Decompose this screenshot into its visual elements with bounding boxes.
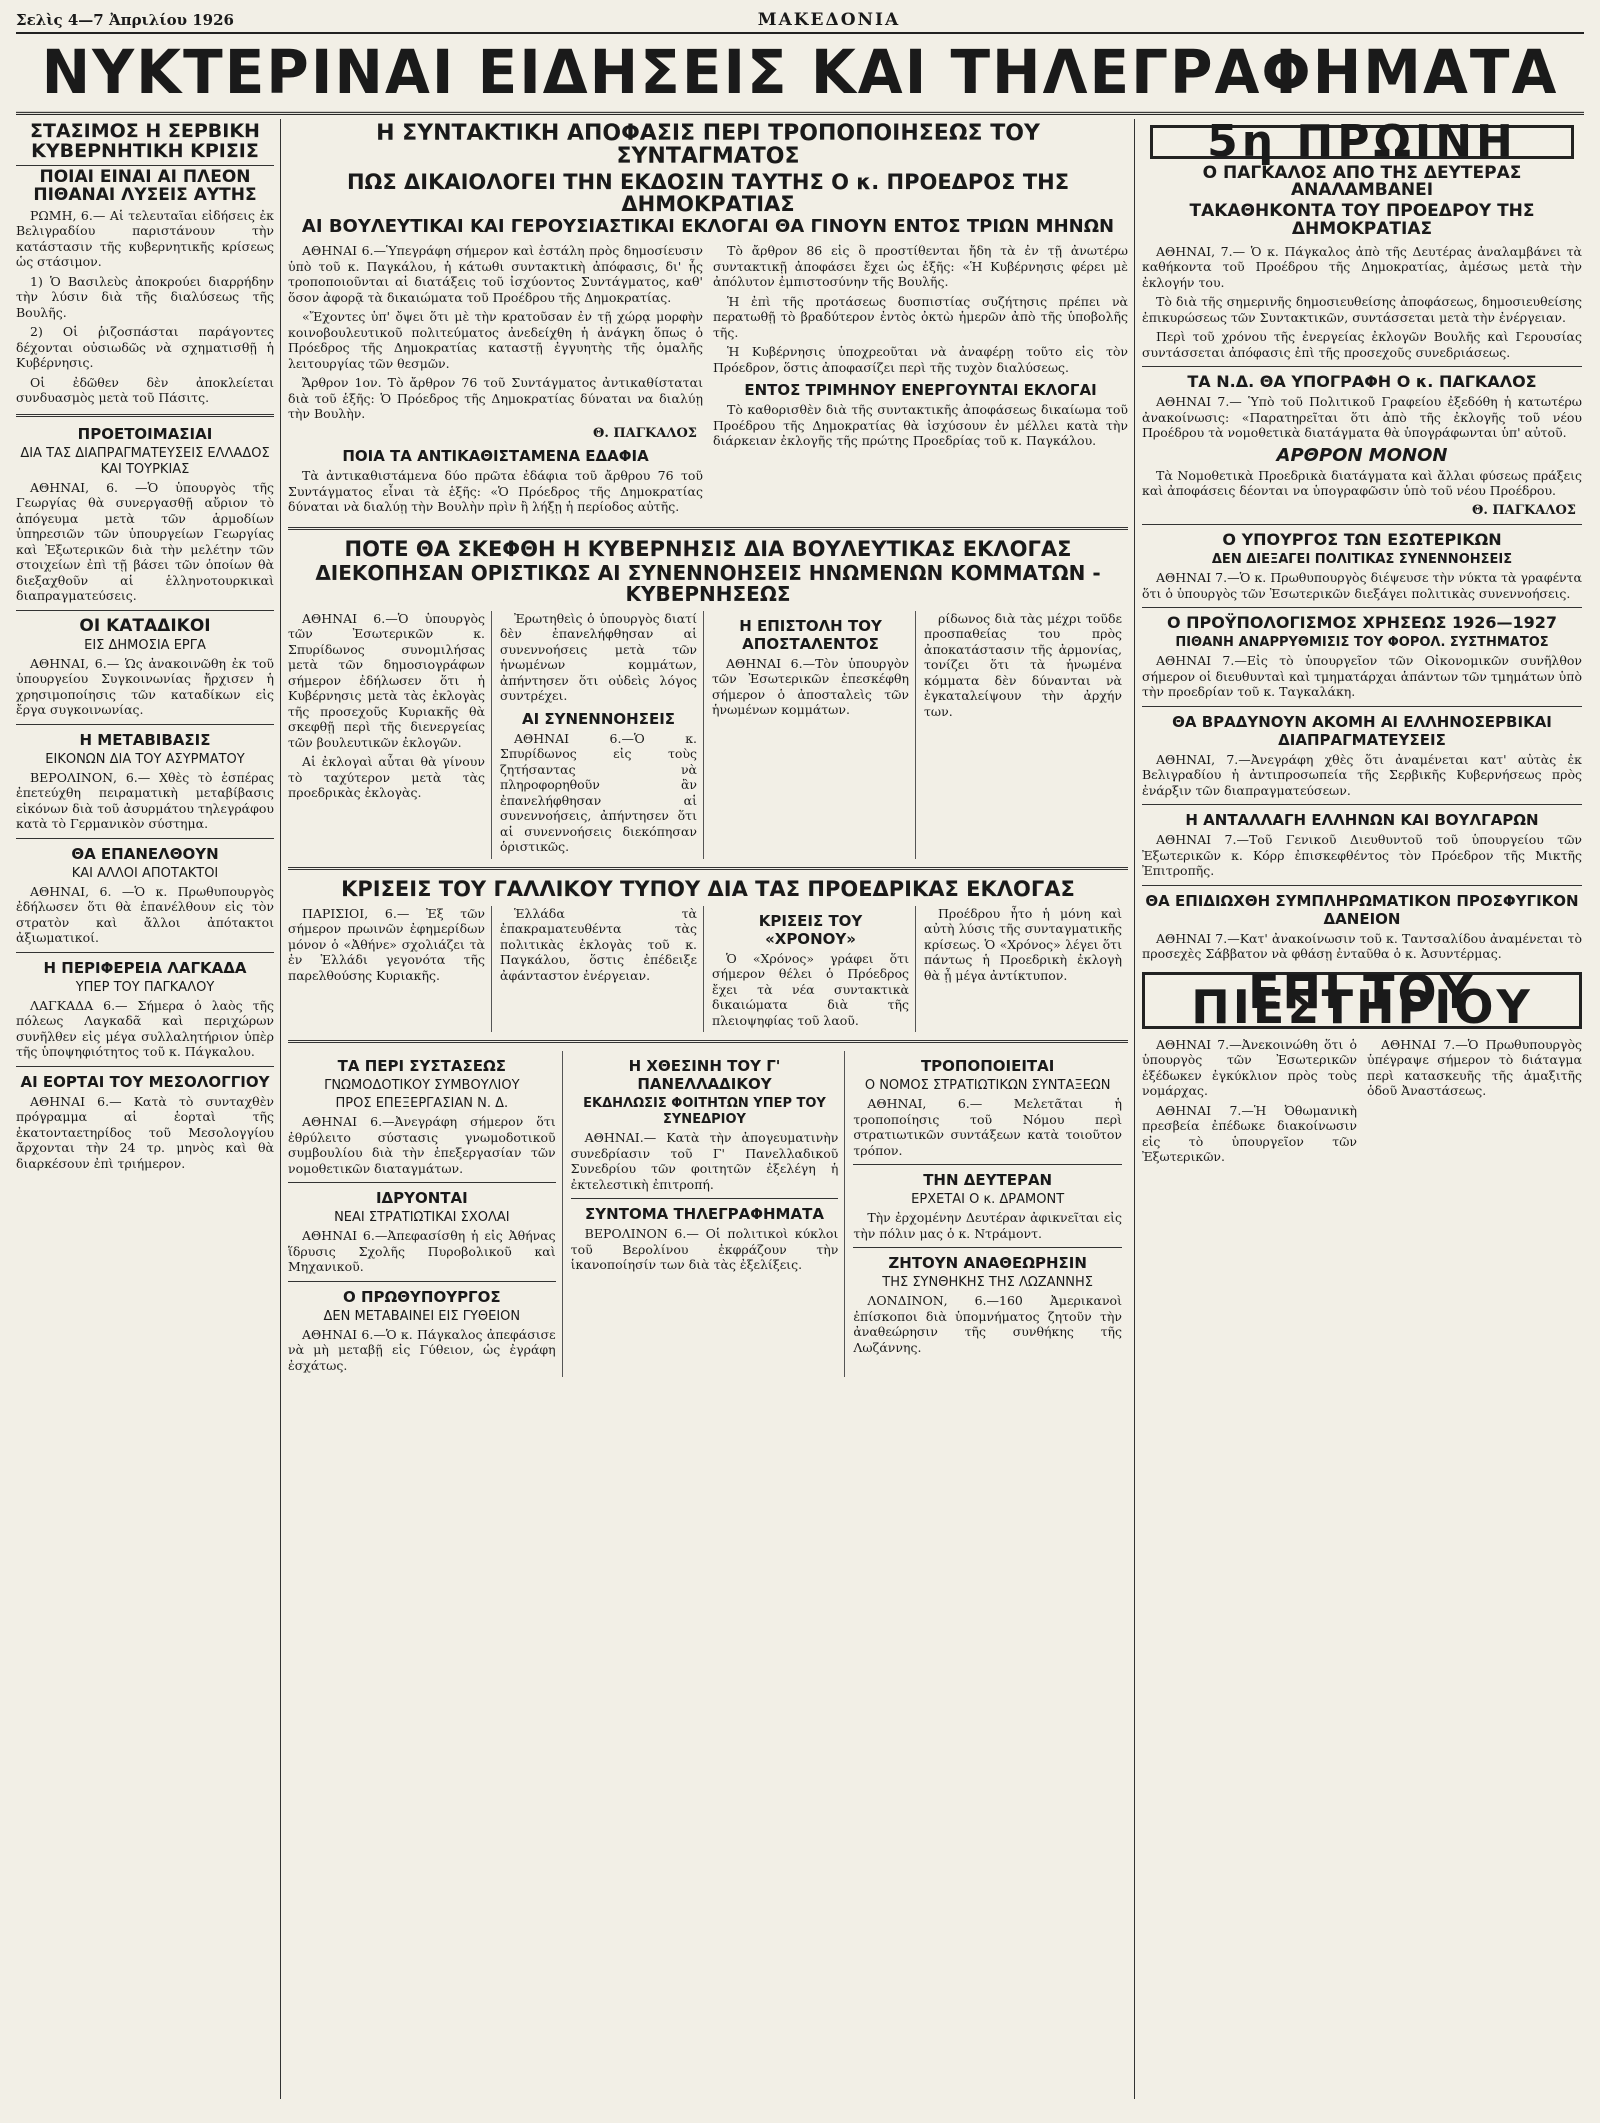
tropo-subheadline: Ο ΝΟΜΟΣ ΣΤΡΑΤΙΩΤΙΚΩΝ ΣΥΝΤΑΞΕΩΝ: [864, 1078, 1111, 1094]
gnom-paragraph: ΑΘΗΝΑΙ 6.—Ἀνεγράφη σήμερον ὅτι ἐθρύλειτο σύστασις γνωμοδοτικοῦ συμβουλίου διὰ τὴν ἐπεξεργασίαν τῶν νομοθετικῶν διαταγμάτων.: [288, 1114, 556, 1176]
panel-subheadline: ΕΚΔΗΛΩΣΙΣ ΦΟΙΤΗΤΩΝ ΥΠΕΡ ΤΟΥ ΣΥΝΕΔΡΙΟΥ: [583, 1096, 826, 1128]
serbia-paragraph: 1) Ὁ Βασιλεὺς ἀποκρούει διαρρήδην τὴν λύσιν διὰ τῆς διαλύσεως τῆς Βουλῆς.: [16, 273, 274, 320]
tropo-paragraph: ΑΘΗΝΑΙ, 6.— Μελετᾶται ἡ τροποποίησις τοῦ Νόμου περὶ στρατιωτικῶν συντάξεων κατὰ τοιοῦτον τρόπον.: [853, 1096, 1122, 1158]
edafia-paragraph: Τὰ ἀντικαθιστάμενα δύο πρῶτα ἐδάφια τοῦ ἄρθρου 76 τοῦ Συντάγματος εἶναι τὰ ἑξῆς: «Ὁ Πρόεδρος τῆς Δημοκρατίας δύναται νὰ διαλύῃ τὴν Βουλὴν πρὶν ἢ λήξῃ ἡ περίοδος αὐτῆς.: [288, 468, 703, 515]
lozanni-subheadline: ΤΗΣ ΣΥΝΘΗΚΗΣ ΤΗΣ ΛΩΖΑΝΝΗΣ: [882, 1275, 1094, 1291]
const-headline: Η ΣΥΝΤΑΚΤΙΚΗ ΑΠΟΦΑΣΙΣ ΠΕΡΙ ΤΡΟΠΟΠΟΙΗΣΕΩΣ ΤΟΥ ΣΥΝΤΑΓΜΑΤΟΣ: [376, 121, 1040, 170]
const-signature: Θ. ΠΑΓΚΑΛΟΣ: [593, 425, 697, 441]
divider: [288, 527, 1128, 530]
pote-col: [288, 611, 492, 859]
serbia-headline: ΣΤΑΣΙΜΟΣ Η ΣΕΡΒΙΚΗ ΚΥΒΕΡΝΗΤΙΚΗ ΚΡΙΣΙΣ: [16, 122, 274, 166]
krisis-paragraph: Προέδρου ἦτο ἡ μόνη καὶ αὐτὴ λύσις τῆς συνταγματικῆς κρίσεως. Ὁ «Χρόνος» λέγει ὅτι πάντως ἡ Προεδρικὴ ἐκλογὴ θὰ ᾖ μέγα ἀντίκτυπον.: [924, 905, 1122, 983]
idryontai-subheadline: ΝΕΑΙ ΣΤΡΑΤΙΩΤΙΚΑΙ ΣΧΟΛΑΙ: [334, 1210, 510, 1226]
divider: [853, 1247, 1122, 1248]
proyp-headline: Ο ΠΡΟΫΠΟΛΟΓΙΣΜΟΣ ΧΡΗΣΕΩΣ 1926—1927: [1166, 613, 1558, 633]
krisis-col: [924, 906, 1128, 1033]
pagk-paragraph: Τὸ διὰ τῆς σημερινῆς δημοσιευθείσης ἀποφάσεως, δημοσιευθείσης ἐπικυρώσεως τῶν Συντακτικῶν, συντάσσεται μετὰ τὴν ἐνέργειαν.: [1142, 294, 1582, 325]
nd-paragraph: ΑΘΗΝΑΙ 7.— Ὑπὸ τοῦ Πολιτικοῦ Γραφείου ἐξεδόθη ἡ κατωτέρω ἀνακοίνωσις: «Παρατηρεῖται ὅτι ἀπὸ τῆς ἐκλογῆς τοῦ νέου Προέδρου τὰ νομοθετικὰ διατάγματα θὰ ὑπογράφωνται ὑπ' αὐτοῦ.: [1142, 394, 1582, 441]
divider: [288, 1040, 1128, 1043]
lagkada-subheadline: ΥΠΕΡ ΤΟΥ ΠΑΓΚΑΛΟΥ: [75, 979, 215, 995]
ekloges-headline: ΕΝΤΟΣ ΤΡΙΜΗΝΟΥ ΕΝΕΡΓΟΥΝΤΑΙ ΕΚΛΟΓΑΙ: [744, 381, 1097, 400]
center-column: [288, 119, 1128, 2099]
yp-subheadline: ΔΕΝ ΔΙΕΞΑΓΕΙ ΠΟΛΙΤΙΚΑΣ ΣΥΝΕΝΝΟΗΣΕΙΣ: [1211, 552, 1513, 568]
eortai-headline: ΑΙ ΕΟΡΤΑΙ ΤΟΥ ΜΕΣΟΛΟΓΓΙΟΥ: [20, 1072, 270, 1091]
katadikoi-subheadline: ΕΙΣ ΔΗΜΟΣΙΑ ΕΡΓΑ: [84, 637, 206, 653]
const-col-b: [713, 243, 1128, 519]
krisis-paragraph: Ἑλλάδα τὰ ἐπακραματευθέντα τὰς πολιτικὰς ἐκλογὰς τοῦ κ. Παγκάλου, ὅστις ἐπέδειξε ἀφάνταστον ἐνέργειαν.: [500, 905, 697, 983]
lower-center-col-b: [571, 1051, 846, 1377]
krisis-headline: ΚΡΙΣΕΙΣ ΤΟΥ ΓΑΛΛΙΚΟΥ ΤΥΠΟΥ ΔΙΑ ΤΑΣ ΠΡΟΕΔΡΙΚΑΣ ΕΚΛΟΓΑΣ: [341, 876, 1075, 901]
press-body: [1142, 1037, 1582, 1169]
krisis-body: [288, 906, 1128, 1033]
krisis-col: [712, 906, 916, 1033]
column-rule: [280, 119, 281, 2099]
pagk-paragraph: Περὶ τοῦ χρόνου τῆς ἐνεργείας ἐκλογῶν Βουλῆς καὶ Γερουσίας συντάσσεται ἀπόφασις ἐπὶ τῆς προσεχοῦς συνεδριάσεως.: [1142, 329, 1582, 360]
vrad-headline: ΘΑ ΒΡΑΔΥΝΟΥΝ ΑΚΟΜΗ ΑΙ ΕΛΛΗΝΟΣΕΡΒΙΚΑΙ ΔΙΑΠΡΑΓΜΑΤΕΥΣΕΙΣ: [1172, 712, 1552, 749]
serbia-subheadline: ΠΟΙΑΙ ΕΙΝΑΙ ΑΙ ΠΛΕΟΝ ΠΙΘΑΝΑΙ ΛΥΣΕΙΣ ΑΥΤΗΣ: [33, 166, 257, 205]
synen-paragraph: ΑΘΗΝΑΙ 6.—Ὁ κ. Σπυρίδωνος εἰς τοὺς ζητήσαντας νὰ πληροφορηθοῦν ἂν ἐπανελήφθησαν αἱ συνεννοήσεις, ἀπήντησεν ὅτι αἱ συνεννοήσεις διεκόπησαν ὁριστικῶς.: [500, 730, 697, 855]
daneion-paragraph: ΑΘΗΝΑΙ 7.—Κατ' ἀνακοίνωσιν τοῦ κ. Ταντσαλίδου ἀναμένεται τὸ προσεχὲς Σάββατον νὰ φθάσῃ ἐνταῦθα ὁ κ. Ἀσυντέρμας.: [1142, 930, 1582, 962]
divider: [1142, 524, 1582, 525]
const-paragraph: Ἄρθρον 1ον. Τὸ ἄρθρον 76 τοῦ Συντάγματος ἀντικαθίσταται διὰ τοῦ ἑξῆς: Ὁ Πρόεδρος τῆς Δημοκρατίας δύναται να διαλύῃ τὴν Βουλὴν.: [288, 375, 703, 422]
right-column: [1142, 119, 1582, 2099]
const-paragraph: «Ἔχοντες ὑπ' ὄψει ὅτι μὲ τὴν κρατοῦσαν ἐν τῇ χώρᾳ μορφὴν κοινοβουλευτικοῦ πολιτεύματος ἀνεδείχθη ἡ ἀνάγκη ὅπως ὁ Πρόεδρος τῆς Δημοκρατίας καταστῇ ἐγγυητὴς τῆς ὁμαλῆς λειτουργίας τῶν θεσμῶν.: [288, 309, 703, 371]
pote-headline: ΠΟΤΕ ΘΑ ΣΚΕΦΘΗ Η ΚΥΒΕΡΝΗΣΙΣ ΔΙΑ ΒΟΥΛΕΥΤΙΚΑΣ ΕΚΛΟΓΑΣ: [344, 536, 1072, 561]
divider: [16, 1066, 274, 1067]
antall-headline: Η ΑΝΤΑΛΛΑΓΗ ΕΛΛΗΝΩΝ ΚΑΙ ΒΟΥΛΓΑΡΩΝ: [1185, 811, 1539, 830]
divider: [1142, 366, 1582, 367]
dram-subheadline: ΕΡΧΕΤΑΙ Ο κ. ΔΡΑΜΟΝΤ: [911, 1192, 1065, 1208]
const-subheadline: ΠΩΣ ΔΙΚΑΙΟΛΟΓΕΙ ΤΗΝ ΕΚΔΟΣΙΝ ΤΑΥΤΗΣ Ο κ. ΠΡΟΕΔΡΟΣ ΤΗΣ ΔΗΜΟΚΡΑΤΙΑΣ: [346, 170, 1070, 217]
serbia-paragraph: 2) Οἱ ῥιζοσπάσται παράγοντες δέχονται οὐσιωδῶς νὰ σχηματισθῇ ἡ Κυβέρνησις.: [16, 324, 274, 371]
prothyp-paragraph: ΑΘΗΝΑΙ 6.—Ὁ κ. Πάγκαλος ἀπεφάσισε νὰ μὴ μεταβῇ εἰς Γύθειον, ὡς ἐγράφη ἐσχάτως.: [288, 1326, 556, 1373]
divider: [571, 1198, 839, 1199]
antall-paragraph: ΑΘΗΝΑΙ 7.—Τοῦ Γενικοῦ Διευθυντοῦ τοῦ ὑπουργείου τῶν Ἐξωτερικῶν κ. Κόρρ ἐπισκεφθέντος τὸν Πρόεδρον τῆς Μικτῆς Ἐπιτροπῆς.: [1142, 832, 1582, 879]
yp-headline: Ο ΥΠΟΥΡΓΟΣ ΤΩΝ ΕΣΩΤΕΡΙΚΩΝ: [1222, 530, 1502, 550]
lagkada-paragraph: ΛΑΓΚΑΔΑ 6.— Σήμερα ὁ λαὸς τῆς πόλεως Λαγκαδᾶ καὶ περιχώρων συνῆλθεν εἰς μέγα συλλαλητήριον ὑπὲρ τῆς ὑποψηφιότητος τοῦ κ. Πάγκαλου.: [16, 997, 274, 1060]
yp-paragraph: ΑΘΗΝΑΙ 7.—Ὁ κ. Πρωθυπουργὸς διέψευσε τὴν νύκτα τὰ γραφέντα ὅτι ὁ ὑπουργὸς τῶν Ἐσωτερικῶν διεξάγει πολιτικὰς συνεννοήσεις.: [1142, 570, 1582, 601]
epistoli-headline: Η ΕΠΙΣΤΟΛΗ ΤΟΥ ΑΠΟΣΤΑΛΕΝΤΟΣ: [739, 616, 882, 653]
lower-center: [288, 1051, 1128, 1377]
divider: [1142, 706, 1582, 707]
paper-name: ΜΑΚΕΔΟΝΙΑ: [757, 10, 901, 30]
pote-col: [924, 611, 1128, 859]
newspaper-page: [16, 10, 1584, 2103]
press-box: ΕΠΙ ΤΟΥ ΠΙΕΣΤΗΡΙΟΥ: [1142, 972, 1582, 1029]
pote-paragraph: Ἐρωτηθεὶς ὁ ὑπουργὸς διατί δὲν ἐπανελήφθησαν αἱ συνεννοήσεις μετὰ τῶν ἡνωμένων κομμάτων, ἀπήντησεν ὅτι οὐδεὶς λόγος συντρέχει.: [500, 610, 697, 704]
divider: [853, 1164, 1122, 1165]
pagk-paragraph: ΑΘΗΝΑΙ, 7.— Ὁ κ. Πάγκαλος ἀπὸ τῆς Δευτέρας ἀναλαμβάνει τὰ καθήκοντα τοῦ Προέδρου τῆς Δημοκρατίας, ἀμέσως μετὰ τὴν ἐκλογήν του.: [1142, 243, 1582, 290]
arthron-paragraph: Τὰ Νομοθετικὰ Προεδρικὰ διατάγματα καὶ ἄλλαι φύσεως πράξεις καὶ ἀποφάσεις δέονται να ὑπογραφῶσιν ὑπὸ τοῦ νέου Προέδρου.: [1142, 467, 1582, 499]
daneion-headline: ΘΑ ΕΠΙΔΙΩΧΘΗ ΣΥΜΠΛΗΡΩΜΑΤΙΚΟΝ ΠΡΟΣΦΥΓΙΚΟΝ ΔΑΝΕΙΟΝ: [1145, 891, 1579, 928]
prep-subheadline: ΔΙΑ ΤΑΣ ΔΙΑΠΡΑΓΜΑΤΕΥΣΕΙΣ ΕΛΛΑΔΟΣ ΚΑΙ ΤΟΥΡΚΙΑΣ: [20, 445, 270, 477]
epan-headline: ΘΑ ΕΠΑΝΕΛΘΟΥΝ: [71, 844, 219, 863]
proyp-paragraph: ΑΘΗΝΑΙ 7.—Εἰς τὸ ὑπουργεῖον τῶν Οἰκονομικῶν συνῆλθον σήμερον οἱ διευθυνταὶ καὶ τμηματάρχαι ἁπάντων τῶν τμημάτων ὑπὸ τὴν προεδρίαν τοῦ κ. Ταγκαλάκη.: [1142, 653, 1582, 700]
divider: [16, 610, 274, 611]
dram-paragraph: Τὴν ἐρχομένην Δευτέραν ἀφικνεῖται εἰς τὴν πόλιν μας ὁ κ. Ντράμοντ.: [853, 1210, 1122, 1241]
columns: [16, 119, 1584, 2099]
prothyp-headline: Ο ΠΡΩΘΥΠΟΥΡΓΟΣ: [343, 1287, 501, 1306]
const-paragraph: ΑΘΗΝΑΙ 6.—Ὑπεγράφη σήμερον καὶ ἐστάλη πρὸς δημοσίευσιν ὑπὸ τοῦ κ. Παγκάλου, ἡ κάτωθι συντακτικὴ ἀπόφασις, δι' ἧς τροποποιοῦνται αἱ διατάξεις τοῦ ἰσχύοντος Συντάγματος, καθ' ὅσον ἀφορᾷ τὰ δικαιώματα τοῦ Προέδρου τῆς Δημοκρατίας.: [288, 243, 703, 305]
lozanni-paragraph: ΛΟΝΔΙΝΟΝ, 6.—160 Ἀμερικανοὶ ἐπίσκοποι διὰ ὑπομνήματος ζητοῦν τὴν ἀναθεώρησιν τῆς συνθήκης τῆς Λωζάννης.: [853, 1293, 1122, 1355]
divider: [1142, 804, 1582, 805]
banner-headline: ΝΥΚΤΕΡΙΝΑΙ ΕΙΔΗΣΕΙΣ ΚΑΙ ΤΗΛΕΓΡΑΦΗΜΑΤΑ: [16, 32, 1584, 115]
press-col: [1142, 1037, 1357, 1169]
xronos-paragraph: Ὁ «Χρόνος» γράφει ὅτι σήμερον θέλει ὁ Πρόεδρος ἔχει τὰ νέα συντακτικὰ δικαιώματα διὰ τῆς πλειοψηφίας τοῦ λαοῦ.: [712, 950, 909, 1028]
metav-headline: Η ΜΕΤΑΒΙΒΑΣΙΣ: [79, 730, 211, 749]
const-body: [288, 243, 1128, 519]
lower-center-col-a: [288, 1051, 563, 1377]
prep-paragraph: ΑΘΗΝΑΙ, 6. —Ὁ ὑπουργὸς τῆς Γεωργίας θὰ συνεργασθῇ αὔριον τὸ ἀπόγευμα μετὰ τῶν ἁρμοδίων ὑπηρεσιῶν τῶν ὑπουργείων Γεωργίας καὶ Ἐξωτερικῶν διὰ τὴν μελέτην τῶν στοιχείων ἐπὶ τῇ βάσει τῶν ὁποίων θὰ διεξαχθοῦν αἱ ἑλληνοτουρκικαὶ διαπραγματεύσεις.: [16, 479, 274, 604]
pagk-subheadline: ΤΑΚΑΘΗΚΟΝΤΑ ΤΟΥ ΠΡΟΕΔΡΟΥ ΤΗΣ ΔΗΜΟΚΡΑΤΙΑΣ: [1189, 201, 1535, 240]
epistoli-paragraph: ΑΘΗΝΑΙ 6.—Τὸν ὑπουργὸν τῶν Ἐσωτερικῶν ἐπεσκέφθη σήμερον ὁ ἀποσταλεὶς τῶν ἡνωμένων κομμάτων.: [712, 655, 909, 718]
katadikoi-headline: ΟΙ ΚΑΤΑΔΙΚΟΙ: [79, 615, 211, 636]
panel-headline: Η ΧΘΕΣΙΝΗ ΤΟΥ Γ' ΠΑΝΕΛΛΑΔΙΚΟΥ: [628, 1057, 781, 1094]
gnom-headline: ΤΑ ΠΕΡΙ ΣΥΣΤΑΣΕΩΣ: [337, 1057, 506, 1076]
prep-headline: ΠΡΟΕΤΟΙΜΑΣΙΑΙ: [77, 424, 213, 443]
divider: [16, 414, 274, 417]
const-subheadline-2: ΑΙ ΒΟΥΛΕΥΤΙΚΑΙ ΚΑΙ ΓΕΡΟΥΣΙΑΣΤΙΚΑΙ ΕΚΛΟΓΑΙ ΘΑ ΓΙΝΟΥΝ ΕΝΤΟΣ ΤΡΙΩΝ ΜΗΝΩΝ: [301, 216, 1115, 238]
lagkada-headline: Η ΠΕΡΙΦΕΡΕΙΑ ΛΑΓΚΑΔΑ: [43, 958, 247, 977]
const-col-a: [288, 243, 703, 519]
pote-col: [712, 611, 916, 859]
divider: [1142, 607, 1582, 608]
vrad-paragraph: ΑΘΗΝΑΙ, 7.—Ἀνεγράφη χθὲς ὅτι ἀναμένεται κατ' αὐτὰς ἐκ Βελιγραδίου ἡ ἀντιπροσωπεία τῆς Σερβικῆς Κυβερνήσεως πρὸς ἐνάρξιν τῶν διαπραγματεύσεων.: [1142, 751, 1582, 798]
divider: [16, 838, 274, 839]
masthead-line: [16, 10, 1584, 34]
pote-col: [500, 611, 704, 859]
proyp-subheadline: ΠΙΘΑΝΗ ΑΝΑΡΡΥΘΜΙΣΙΣ ΤΟΥ ΦΟΡΟΛ. ΣΥΣΤΗΜΑΤΟΣ: [1175, 635, 1549, 651]
tropo-headline: ΤΡΟΠΟΠΟΙΕΙΤΑΙ: [920, 1057, 1055, 1076]
epan-subheadline: ΚΑΙ ΑΛΛΟΙ ΑΠΟΤΑΚΤΟΙ: [71, 865, 219, 881]
dram-headline: ΤΗΝ ΔΕΥΤΕΡΑΝ: [923, 1171, 1053, 1190]
page-info: Σελὶς 4—7 Ἀπριλίου 1926: [16, 11, 234, 29]
krisis-col: [288, 906, 492, 1033]
ekloges-paragraph: Τὸ καθορισθὲν διὰ τῆς συντακτικῆς ἀποφάσεως δικαίωμα τοῦ Προέδρου τῆς Δημοκρατίας θὰ ἰσχύσουν ἐν μέλλει κατὰ τὴν διάρκειαν ἐκλογῆς τῆς πρώτης Προεδρίας τοῦ κ. Παγκάλου.: [713, 402, 1128, 449]
pote-subheadline: ΔΙΕΚΟΠΗΣΑΝ ΟΡΙΣΤΙΚΩΣ ΑΙ ΣΥΝΕΝΝΟΗΣΕΙΣ ΗΝΩΜΕΝΩΝ ΚΟΜΜΑΤΩΝ - ΚΥΒΕΡΝΗΣΕΩΣ: [315, 560, 1101, 606]
metav-subheadline: ΕΙΚΟΝΩΝ ΔΙΑ ΤΟΥ ΑΣΥΡΜΑΤΟΥ: [45, 751, 245, 767]
epan-paragraph: ΑΘΗΝΑΙ, 6. —Ὁ κ. Πρωθυπουργὸς ἐδήλωσεν ὅτι θὰ ἐπανέλθουν εἰς τὸν στρατὸν καὶ ἄλλοι ἀπότακτοι ἀξιωματικοί.: [16, 883, 274, 946]
divider: [288, 867, 1128, 870]
press-paragraph: ΑΘΗΝΑΙ 7.—Ἀνεκοινώθη ὅτι ὁ ὑπουργὸς τῶν Ἐσωτερικῶν ἐξέδωκεν ἐγκύκλιον πρὸς τοὺς νομάρχας.: [1142, 1036, 1357, 1099]
syntoma-paragraph: ΒΕΡΟΛΙΝΟΝ 6.— Οἱ πολιτικοὶ κύκλοι τοῦ Βερολίνου ἐκφράζουν τὴν ἱκανοποίησίν των διὰ τὰς ἐξελίξεις.: [570, 1226, 839, 1273]
divider: [16, 724, 274, 725]
divider: [288, 1182, 556, 1183]
prothyp-subheadline: ΔΕΝ ΜΕΤΑΒΑΙΝΕΙ ΕΙΣ ΓΥΘΕΙΟΝ: [323, 1308, 521, 1324]
divider: [288, 1281, 556, 1282]
pote-paragraph: ρίδωνος διὰ τὰς μέχρι τοῦδε προσπαθείας του πρὸς ἀποκατάστασιν τῆς ἀρμονίας, τονίζει ὅτι τὰ ἡνωμένα κόμματα δὲν δύνανται νὰ ἐγκαταλείψουν τὴν ἀρχήν των.: [924, 610, 1122, 719]
lower-center-col-c: [853, 1051, 1128, 1377]
const-paragraph: Ἡ Κυβέρνησις ὑποχρεοῦται νὰ ἀναφέρῃ τοῦτο εἰς τὸν Πρόεδρον, ὅστις ἀποφασίζει περὶ τῆς τυχὸν διαλύσεως.: [713, 344, 1128, 375]
edafia-headline: ΠΟΙΑ ΤΑ ΑΝΤΙΚΑΘΙΣΤΑΜΕΝΑ ΕΔΑΦΙΑ: [342, 447, 649, 466]
column-rule: [1134, 119, 1135, 2099]
lozanni-headline: ΖΗΤΟΥΝ ΑΝΑΘΕΩΡΗΣΙΝ: [888, 1254, 1087, 1273]
press-paragraph: ΑΘΗΝΑΙ 7.—Ὁ Πρωθυπουργὸς ὑπέγραψε σήμερον τὸ διάταγμα περὶ κατασκευῆς τῆς ἁμαξιτῆς ὁδοῦ Ἀναστάσεως.: [1367, 1036, 1582, 1099]
pote-paragraph: ΑΘΗΝΑΙ 6.—Ὁ ὑπουργὸς τῶν Ἐσωτερικῶν κ. Σπυρίδωνος συνομιλήσας μετὰ τῶν δημοσιογράφων σήμερον ἐδήλωσεν ὅτι ἡ Κυβέρνησις μετὰ τὰς ἐκλογὰς τῆς προσεχοῦς Κυριακῆς θὰ σκεφθῇ περὶ τῆς διενεργείας τῶν βουλευτικῶν ἐκλογῶν.: [288, 610, 485, 750]
pote-body: [288, 611, 1128, 859]
xronos-headline: ΚΡΙΣΕΙΣ ΤΟΥ «ΧΡΟΝΟΥ»: [758, 911, 863, 948]
idryontai-headline: ΙΔΡΥΟΝΤΑΙ: [375, 1189, 468, 1208]
pagk-headline: Ο ΠΑΓΚΑΛΟΣ ΑΠΟ ΤΗΣ ΔΕΥΤΕΡΑΣ ΑΝΑΛΑΜΒΑΝΕΙ: [1202, 162, 1522, 201]
katadikoi-paragraph: ΑΘΗΝΑΙ, 6.— Ὡς ἀνακοινῶθη ἐκ τοῦ ὑπουργείου Συγκοινωνίας ἤρχισεν ἡ χρησιμοποίησις τῶν καταδίκων εἰς ἔργα συγκοινωνίας.: [16, 655, 274, 718]
idryontai-paragraph: ΑΘΗΝΑΙ 6.—Ἀπεφασίσθη ἡ εἰς Ἀθήνας ἵδρυσις Σχολῆς Πυροβολικοῦ καὶ Μηχανικοῦ.: [288, 1228, 556, 1275]
divider: [1142, 885, 1582, 886]
divider: [16, 952, 274, 953]
serbia-paragraph: ΡΩΜΗ, 6.— Αἱ τελευταῖαι εἰδήσεις ἐκ Βελιγραδίου παριστάνουν τὴν κατάστασιν τῆς κυβερνητικῆς κρίσεως ὡς στάσιμον.: [16, 207, 274, 270]
synen-headline: ΑΙ ΣΥΝΕΝΝΟΗΣΕΙΣ: [521, 709, 676, 728]
press-paragraph: ΑΘΗΝΑΙ 7.—Ἡ Ὀθωμανικὴ πρεσβεία ἐπέδωκε διακοίνωσιν εἰς τὸ ὑπουργεῖον τῶν Ἐξωτερικῶν.: [1142, 1102, 1357, 1165]
arthron-headline: ΑΡΘΡΟΝ ΜΟΝΟΝ: [1276, 444, 1448, 466]
krisis-paragraph: ΠΑΡΙΣΙΟΙ, 6.— Ἐξ τῶν σήμερον πρωινῶν ἐφημερίδων μόνον ὁ «Ἀθήνε» σχολιάζει τὰ ἐν Ἑλλάδι γεγονότα τῆς παρελθούσης Κυριακῆς.: [288, 905, 485, 983]
metav-paragraph: ΒΕΡΟΛΙΝΟΝ, 6.— Χθὲς τὸ ἑσπέρας ἐπετεύχθη πειραματικὴ μεταβίβασις εἰκόνων διὰ τοῦ ἀσυρμάτου τηλεγράφου κατὰ τὸ Γερμανικὸν σύστημα.: [16, 769, 274, 832]
nd-headline: ΤΑ Ν.Δ. ΘΑ ΥΠΟΓΡΑΦΗ Ο κ. ΠΑΓΚΑΛΟΣ: [1187, 372, 1537, 392]
arthron-signature: Θ. ΠΑΓΚΑΛΟΣ: [1472, 502, 1576, 518]
gnom-subheadline: ΓΝΩΜΟΔΟΤΙΚΟΥ ΣΥΜΒΟΥΛΙΟΥ: [324, 1078, 520, 1094]
const-paragraph: Ἡ ἐπὶ τῆς προτάσεως δυσπιστίας συζήτησις πρέπει νὰ περατωθῇ τὸ βραδύτερον ἐντὸς ὀκτὼ ἡμερῶν ἀπὸ τῆς ὑποβολῆς τῆς.: [713, 293, 1128, 340]
press-col: [1367, 1037, 1582, 1169]
krisis-col: [500, 906, 704, 1033]
gnom-subheadline-2: ΠΡΟΣ ΕΠΕΞΕΡΓΑΣΙΑΝ Ν. Δ.: [335, 1096, 509, 1112]
serbia-paragraph: Οἱ ἐδῶθεν δὲν ἀποκλείεται συνδυασμὸς μετὰ τοῦ Πάσιτς.: [16, 374, 274, 406]
eortai-paragraph: ΑΘΗΝΑΙ 6.— Κατὰ τὸ συνταχθὲν πρόγραμμα αἱ ἑορταὶ τῆς ἐκατονταετηρίδος τοῦ Μεσολογγίου ἄρχονται τὴν 24 τρ. μηνὸς καὶ θὰ διαρκέσουν ἐπὶ τριήμερον.: [16, 1093, 274, 1171]
syntoma-headline: ΣΥΝΤΟΜΑ ΤΗΛΕΓΡΑΦΗΜΑΤΑ: [585, 1205, 824, 1224]
pote-paragraph: Αἱ ἐκλογαὶ αὗται θὰ γίνουν τὸ ταχύτερον μετὰ τὰς προεδρικὰς ἐκλογὰς.: [288, 754, 485, 801]
edition-box: 5η ΠΡΩΙΝΗ: [1150, 125, 1574, 159]
panel-paragraph: ΑΘΗΝΑΙ.— Κατὰ τὴν ἀπογευματινὴν συνεδρίασιν τοῦ Γ' Πανελλαδικοῦ Συνεδρίου τῶν φοιτητῶν ἐξελέγη ἡ ἐκτελεστικὴ ἐπιτροπή.: [570, 1130, 839, 1192]
const-paragraph: Τὸ ἄρθρον 86 εἰς ὃ προστίθενται ἤδη τὰ ἐν τῇ ἀνωτέρω συντακτικῇ ἀποφάσει ἔχει ὡς ἑξῆς: «Ἡ Κυβέρνησις φέρει μὲ ἀπόλυτον ἐμπιστοσύνην τῆς Βουλῆς.: [713, 243, 1128, 290]
left-column: [16, 119, 274, 2099]
